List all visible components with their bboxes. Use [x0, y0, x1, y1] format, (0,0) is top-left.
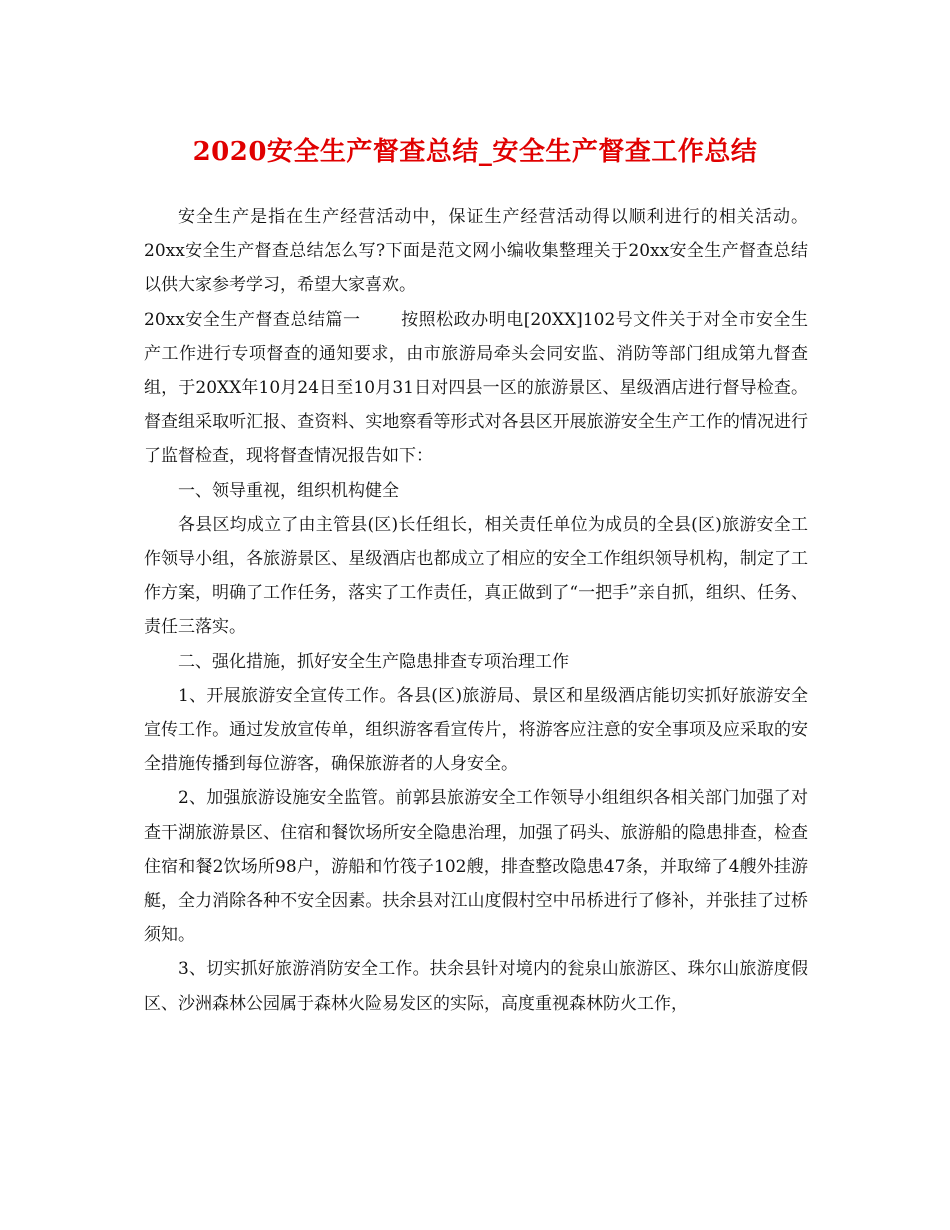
body-paragraph: 各县区均成立了由主管县(区)长任组长，相关责任单位为成员的全县(区)旅游安全工作领导小组，各旅游景区、星级酒店也都成立了相应的安全工作组织领导机构，制定了工作方案，明确了工作任务，落实了工作责任，真正做到了“一把手”亲自抓，组织、任务、责任三落实。	[144, 514, 808, 638]
section-lead-text: 按照松政办明电[20XX]102号文件关于对全市安全生产工作进行专项督查的通知要求，由市旅游局牵头会同安监、消防等部门组成第九督查组，于20XX年10月24日至10月31日对四县一区的旅游景区、星级酒店进行督导检查。督查组采取听汇报、查资料、实地察看等形式对各县区开展旅游安全生产工作的情况进行了监督检查，现将督查情况报告如下：	[144, 309, 808, 467]
body-paragraph: 2、加强旅游设施安全监管。前郭县旅游安全工作领导小组组织各相关部门加强了对查干湖旅游景区、住宿和餐饮场所安全隐患治理，加强了码头、旅游船的隐患排查，检查住宿和餐2饮场所98户，游船和竹筏子102艘，排查整改隐患47条，并取缔了4艘外挂游艇，全力消除各种不安全因素。扶余县对江山度假村空中吊桥进行了修补，并张挂了过桥须知。	[144, 788, 808, 946]
body-paragraph: 1、开展旅游安全宣传工作。各县(区)旅游局、景区和星级酒店能切实抓好旅游安全宣传工作。通过发放宣传单，组织游客看宣传片，将游客应注意的安全事项及应采取的安全措施传播到每位游客，确保旅游者的人身安全。	[144, 685, 808, 775]
section-label: 20xx安全生产督查总结篇一	[144, 309, 361, 330]
section-one-paragraph	[144, 303, 808, 474]
heading-leadership: 一、领导重视，组织机构健全	[178, 480, 399, 501]
document-body	[144, 200, 808, 1021]
heading-measures: 二、强化措施，抓好安全生产隐患排查专项治理工作	[178, 651, 569, 672]
body-paragraph: 3、切实抓好旅游消防安全工作。扶余县针对境内的瓮泉山旅游区、珠尔山旅游度假区、沙洲森林公园属于森林火险易发区的实际，高度重视森林防火工作，	[144, 959, 808, 1014]
intro-paragraph: 安全生产是指在生产经营活动中，保证生产经营活动得以顺利进行的相关活动。20xx安全生产督查总结怎么写?下面是范文网小编收集整理关于20xx安全生产督查总结以供大家参考学习，希望大家喜欢。	[144, 207, 808, 296]
document-title: 2020安全生产督查总结_安全生产督查工作总结	[192, 137, 758, 167]
